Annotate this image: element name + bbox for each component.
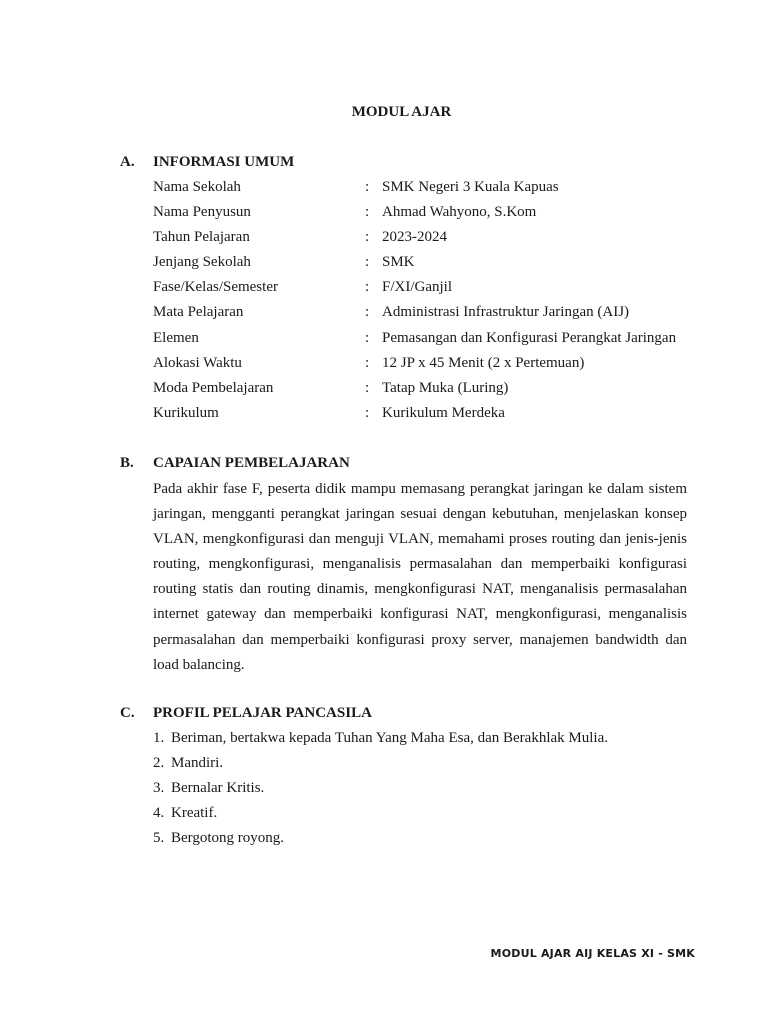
info-colon: : [365, 204, 370, 221]
info-label: Mata Pelajaran [153, 304, 244, 321]
info-colon: : [365, 329, 370, 346]
section-b-title: CAPAIAN PEMBELAJARAN [153, 455, 350, 471]
info-value: 2023-2024 [382, 229, 447, 246]
list-item-number: 4. [153, 805, 165, 822]
list-item [153, 802, 608, 827]
info-colon: : [365, 404, 370, 421]
info-value: Ahmad Wahyono, S.Kom [382, 204, 537, 221]
list-item-number: 1. [153, 730, 165, 746]
page-footer: MODUL AJAR AIJ KELAS XI - SMK [490, 947, 695, 960]
info-label: Kurikulum [153, 404, 219, 421]
list-item [153, 727, 608, 752]
info-value: Administrasi Infrastruktur Jaringan (AIJ) [382, 304, 630, 321]
info-value: Kurikulum Merdeka [382, 404, 505, 421]
list-item-text: Kreatif. [171, 805, 218, 822]
info-label: Jenjang Sekolah [153, 254, 251, 271]
info-label: Nama Sekolah [153, 179, 241, 195]
list-item-text: Beriman, bertakwa kepada Tuhan Yang Maha Esa, dan Berakhlak Mulia. [171, 730, 608, 746]
list-item [153, 777, 608, 802]
info-colon: : [365, 254, 370, 271]
info-label: Tahun Pelajaran [153, 229, 250, 246]
list-item-number: 5. [153, 830, 165, 847]
info-value: Tatap Muka (Luring) [382, 379, 509, 396]
info-label: Alokasi Waktu [153, 354, 242, 371]
info-value: SMK [382, 254, 415, 271]
info-label: Nama Penyusun [153, 204, 251, 221]
info-colon: : [365, 179, 370, 195]
info-label: Elemen [153, 329, 199, 346]
info-colon: : [365, 354, 370, 371]
info-value: Pemasangan dan Konfigurasi Perangkat Jaringan [382, 329, 677, 346]
list-item-number: 2. [153, 755, 165, 772]
list-item [153, 752, 608, 777]
list-item [153, 827, 608, 852]
info-colon: : [365, 229, 370, 246]
list-item-text: Mandiri. [171, 755, 224, 772]
section-b-heading [120, 452, 350, 474]
section-a-title: INFORMASI UMUM [153, 154, 295, 170]
info-colon: : [365, 304, 370, 321]
section-c-heading [120, 702, 372, 724]
info-value: SMK Negeri 3 Kuala Kapuas [382, 179, 559, 195]
section-b-letter: B. [120, 455, 134, 471]
section-c-letter: C. [120, 705, 135, 721]
info-label: Moda Pembelajaran [153, 379, 274, 396]
info-value: 12 JP x 45 Menit (2 x Pertemuan) [382, 354, 585, 371]
document-title: MODUL AJAR [351, 104, 452, 120]
list-item-text: Bergotong royong. [171, 830, 285, 847]
list-item-number: 3. [153, 780, 165, 797]
list-item-text: Bernalar Kritis. [171, 780, 265, 797]
learning-outcomes-paragraph: Pada akhir fase F, peserta didik mampu memasang perangkat jaringan ke dalam sistem jaringan, mengganti perangkat jaringan sesuai dengan kebutuhan, menjelaskan konsep VLAN, mengkonfigurasi dan menguji VLAN, memahami proses routing dan jenis-jenis routing, mengkonfigurasi, menganalisis permasalahan dan memperbaiki konfigurasi routing statis dan routing dinamis, mengkonfigurasi NAT, menganalisis permasalahan internet gateway dan memperbaiki konfigurasi NAT, mengkonfigurasi, menganalisis permasalahan dan memperbaiki konfigurasi proxy server, manajemen bandwidth dan load balancing. [153, 481, 687, 673]
section-c-title: PROFIL PELAJAR PANCASILA [153, 705, 372, 721]
info-colon: : [365, 279, 370, 296]
section-a-letter: A. [120, 154, 135, 170]
info-value: F/XI/Ganjil [382, 279, 452, 296]
pancasila-profile-list [153, 727, 608, 852]
info-label: Fase/Kelas/Semester [153, 279, 278, 296]
info-colon: : [365, 379, 370, 396]
section-a-heading [120, 151, 294, 173]
